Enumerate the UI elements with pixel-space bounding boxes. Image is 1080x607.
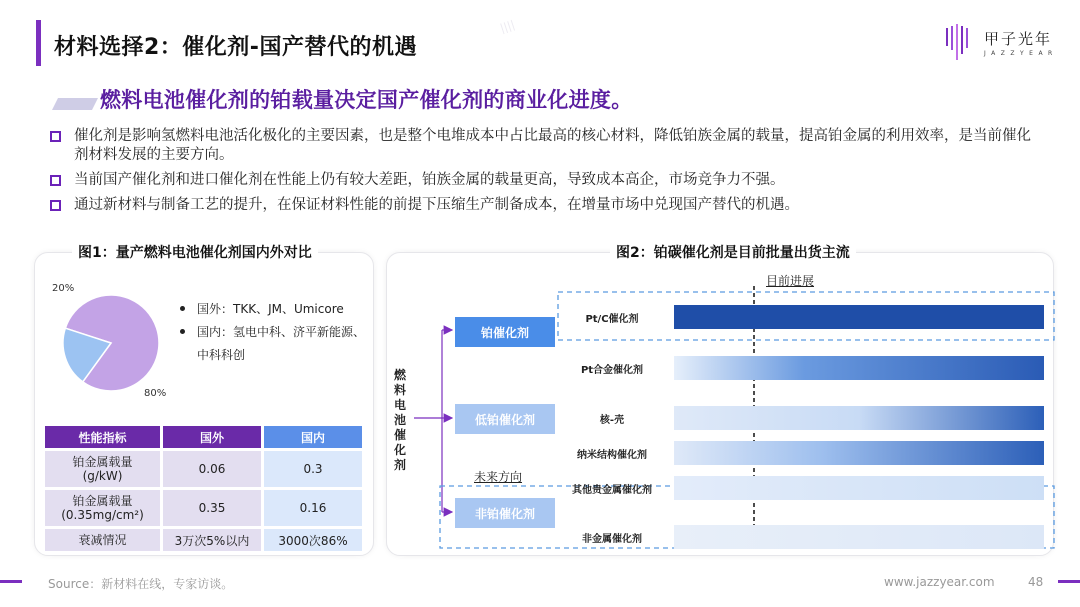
table-cell: 0.16 [264,490,362,526]
comparison-table [42,423,365,554]
table-header: 国内 [264,426,362,448]
watermark: |||| [498,18,517,35]
table-cell: 0.35 [163,490,261,526]
progress-bar [674,441,1044,465]
bullet-square-icon [50,175,61,186]
progress-bar [674,406,1044,430]
figure1-title: 图1：量产燃料电池催化剂国内外对比 [72,242,318,262]
vendor-domestic: 国内：氢电中科、济平新能源、中科科创 [180,321,366,367]
row-label: 核-壳 [599,415,625,426]
footer-source: Source：新材料在线，专家访谈。 [48,577,234,591]
table-header: 国外 [163,426,261,448]
row-label: 非金属催化剂 [582,534,642,545]
row-label: Pt合金催化剂 [580,365,644,376]
current-progress-label: 目前进展 [766,274,815,288]
progress-bar [674,356,1044,380]
figure2-title: 图2：铂碳催化剂是目前批量出货主流 [610,242,856,262]
row-label: Pt/C催化剂 [585,314,639,325]
bullet-list [48,127,1038,221]
bullet-item: 当前国产催化剂和进口催化剂在性能上仍有较大差距，铂族金属的载量更高，导致成本高企，市场竞争力不强。 [48,171,1038,190]
table-cell: 铂金属载量 (0.35mg/cm²) [45,490,160,526]
footer-url[interactable]: www.jazzyear.com [884,575,995,589]
table-cell: 衰减情况 [45,529,160,551]
bullet-square-icon [50,131,61,142]
table-cell: 3万次5%以内 [163,529,261,551]
progress-bar [674,476,1044,500]
pie-label-80: 80% [144,388,167,399]
brand-logo-icon [944,24,978,64]
table-cell: 0.06 [163,451,261,487]
footer-accent-right [1058,580,1080,583]
page-number: 48 [1028,575,1044,589]
brand-name-en: JAZZYEAR [984,50,1058,57]
row-label: 其他贵金属催化剂 [572,485,652,496]
footer-accent-left [0,580,22,583]
category-platinum: 铂催化剂 [455,317,555,347]
bullet-square-icon [50,200,61,211]
table-cell: 3000次86% [264,529,362,551]
progress-bar [674,305,1044,329]
table-row [45,490,362,526]
vertical-category-label: 燃料电池催化剂 [393,368,406,472]
subtitle: 燃料电池催化剂的铂载量决定国产催化剂的商业化进度。 [100,88,633,112]
subtitle-decoration-icon [52,98,98,110]
bullet-dot-icon [180,329,185,334]
pie-label-20: 20% [52,283,75,294]
table-header: 性能指标 [45,426,160,448]
table-header-row [45,426,362,448]
table-row [45,451,362,487]
page-title: 材料选择2：催化剂-国产替代的机遇 [54,35,417,60]
vendor-list [180,298,366,367]
progress-bar [674,525,1044,549]
bullet-item: 通过新材料与制备工艺的提升，在保证材料性能的前提下压缩生产制备成本，在增量市场中兑现国产替代的机遇。 [48,196,1038,215]
row-label: 纳米结构催化剂 [577,450,647,461]
brand-name-cn: 甲子光年 [984,30,1053,48]
title-accent-bar [36,20,41,66]
future-direction-label: 未来方向 [474,470,523,484]
pie-chart [56,288,166,398]
table-cell: 铂金属载量 (g/kW) [45,451,160,487]
category-low-platinum: 低铂催化剂 [455,404,555,434]
bullet-item: 催化剂是影响氢燃料电池活化极化的主要因素，也是整个电堆成本中占比最高的核心材料，降低铂族金属的载量，提高铂金属的利用效率，是当前催化剂材料发展的主要方向。 [48,127,1038,165]
table-row [45,529,362,551]
vendor-foreign: 国外：TKK、JM、Umicore [180,298,366,321]
table-cell: 0.3 [264,451,362,487]
category-non-platinum: 非铂催化剂 [455,498,555,528]
bullet-dot-icon [180,306,185,311]
